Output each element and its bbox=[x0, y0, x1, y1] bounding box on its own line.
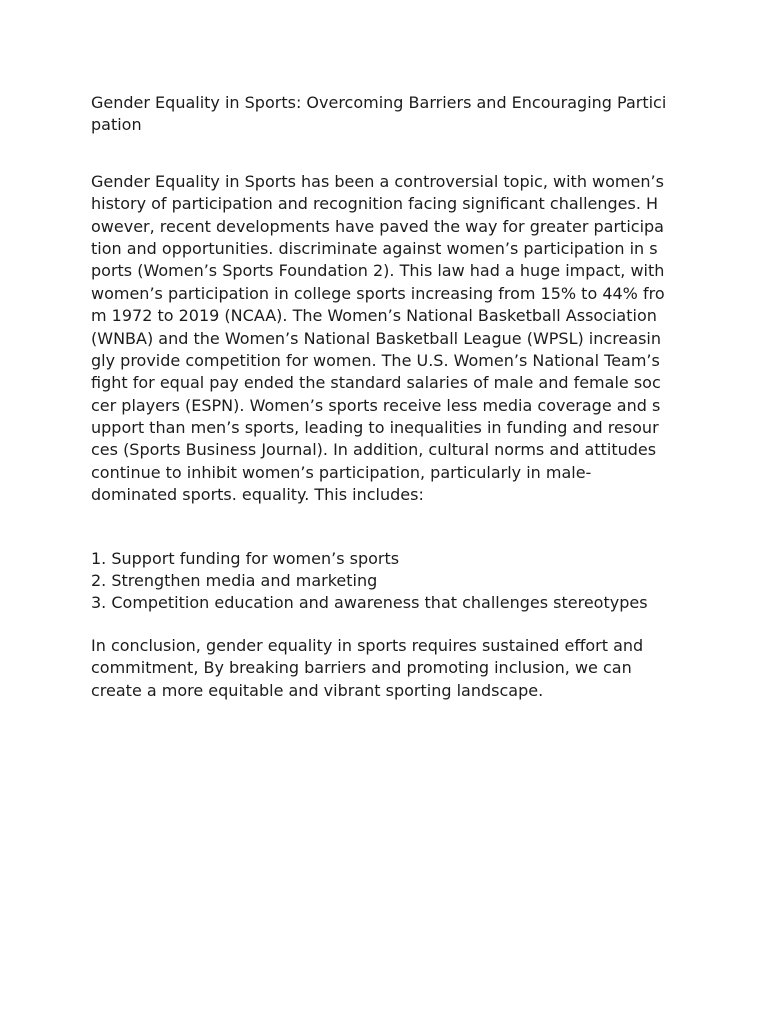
body-line: continue to inhibit women’s participation, particularly in male- bbox=[91, 462, 592, 482]
recommendations-list bbox=[91, 548, 681, 615]
body-line: m 1972 to 2019 (NCAA). The Women’s National Basketball Association bbox=[91, 306, 657, 326]
body-line: tion and opportunities. discriminate against women’s participation in s bbox=[91, 238, 658, 258]
body-line: Gender Equality in Sports has been a controversial topic, with women’s bbox=[91, 171, 664, 191]
body-line: owever, recent developments have paved the way for greater participa bbox=[91, 216, 664, 236]
conclusion-line: In conclusion, gender equality in sports requires sustained effort and bbox=[91, 635, 644, 655]
body-line: (WNBA) and the Women’s National Basketball League (WPSL) increasin bbox=[91, 328, 661, 348]
document-title bbox=[91, 92, 681, 137]
conclusion-line: commitment, By breaking barriers and promoting inclusion, we can bbox=[91, 658, 632, 678]
title-line: pation bbox=[91, 115, 142, 135]
body-line: dominated sports. equality. This includes: bbox=[91, 485, 424, 505]
body-line: fight for equal pay ended the standard salaries of male and female soc bbox=[91, 373, 661, 393]
list-item: 2. Strengthen media and marketing bbox=[91, 571, 378, 591]
conclusion-paragraph bbox=[91, 635, 681, 702]
title-line: Gender Equality in Sports: Overcoming Barriers and Encouraging Partici bbox=[91, 93, 667, 112]
body-line: gly provide competition for women. The U.S. Women’s National Team’s bbox=[91, 350, 660, 370]
list-item: 3. Competition education and awareness that challenges stereotypes bbox=[91, 593, 648, 613]
body-line: upport than men’s sports, leading to inequalities in funding and resour bbox=[91, 418, 659, 438]
list-item: 1. Support funding for women’s sports bbox=[91, 548, 400, 568]
body-line: ports (Women’s Sports Foundation 2). This law had a huge impact, with bbox=[91, 261, 665, 281]
body-line: ces (Sports Business Journal). In addition, cultural norms and attitudes bbox=[91, 440, 657, 460]
body-line: cer players (ESPN). Women’s sports receive less media coverage and s bbox=[91, 395, 661, 415]
body-line: history of participation and recognition facing significant challenges. H bbox=[91, 194, 659, 214]
body-line: women’s participation in college sports increasing from 15% to 44% fro bbox=[91, 283, 665, 303]
document-content bbox=[91, 92, 681, 702]
body-paragraph bbox=[91, 171, 681, 507]
conclusion-line: create a more equitable and vibrant sporting landscape. bbox=[91, 680, 544, 700]
